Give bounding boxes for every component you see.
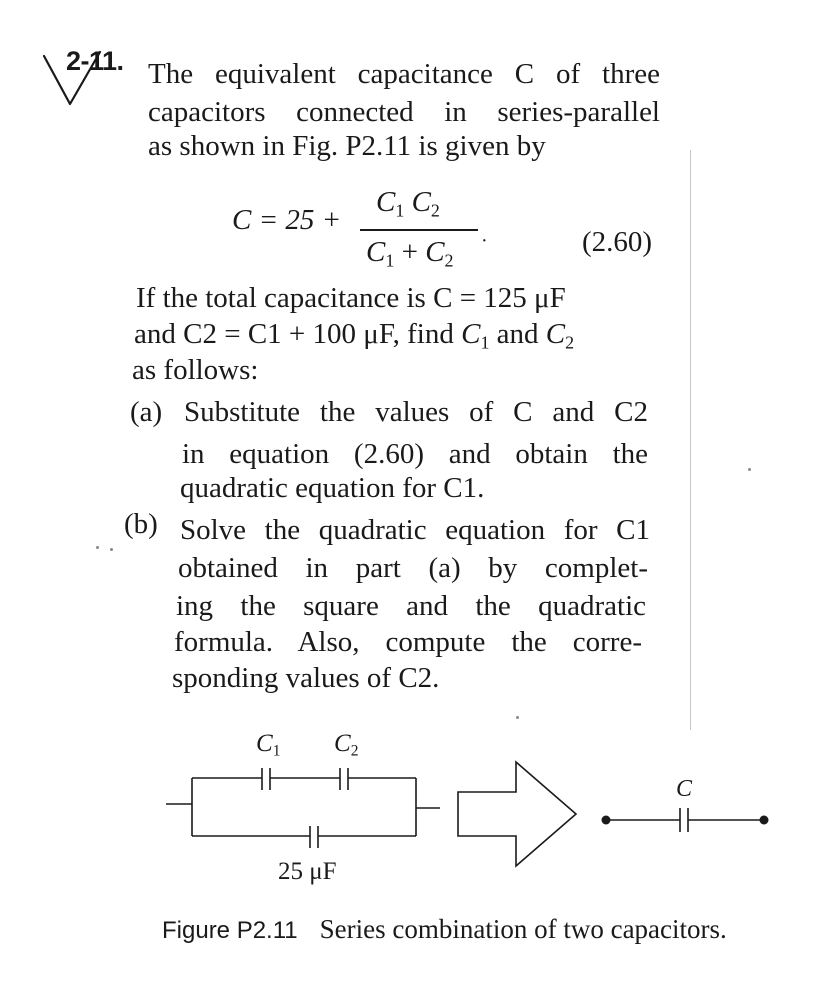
terminal-dot: [602, 816, 611, 825]
equation-numerator: $C_1$ $C_2$: [376, 186, 440, 221]
part-b-line-3: ing the square and the quadratic: [176, 590, 646, 622]
equation-denominator: $C_1 + C_2$: [366, 236, 454, 271]
figure-caption: [162, 914, 727, 945]
label-c2: $C_2$: [334, 730, 359, 760]
part-b-line-5: sponding values of C2.: [172, 662, 440, 694]
part-a-line-1: Substitute the values of C and C2: [184, 396, 648, 428]
intro-line-3: as shown in Fig. P2.11 is given by: [148, 130, 546, 162]
problem-number: 2-11.: [66, 46, 124, 76]
intro-line-1: The equivalent capacitance C of three: [148, 58, 660, 90]
equation-number: (2.60): [582, 226, 653, 258]
figure-label: Figure P2.11: [162, 917, 298, 944]
part-a-line-3: quadratic equation for C1.: [180, 472, 485, 504]
part-b-line-2: obtained in part (a) by complet-: [178, 552, 648, 584]
given-line-2: and C2 = C1 + 100 μF, find $C_1$ and $C_2$: [134, 318, 575, 353]
terminal-dot: [760, 816, 769, 825]
given-line-1: If the total capacitance is C = 125 μF: [136, 282, 566, 314]
part-a-line-2: in equation (2.60) and obtain the: [182, 438, 648, 470]
part-a-label: (a): [130, 396, 163, 428]
equation-lhs: C = 25 +: [232, 204, 342, 236]
intro-line-2: capacitors connected in series-parallel: [148, 96, 660, 128]
part-b-line-1: Solve the quadratic equation for C1: [180, 514, 650, 546]
part-b-label: (b): [124, 508, 158, 540]
label-25uf: 25 μF: [278, 858, 337, 885]
equation-period: ·: [481, 230, 488, 252]
label-c: C: [676, 776, 693, 802]
given-line-3: as follows:: [132, 354, 259, 386]
part-b-line-4: formula. Also, compute the corre-: [174, 626, 642, 658]
label-c1: $C_1$: [256, 730, 281, 760]
caption-text: Series combination of two capacitors.: [319, 914, 727, 944]
